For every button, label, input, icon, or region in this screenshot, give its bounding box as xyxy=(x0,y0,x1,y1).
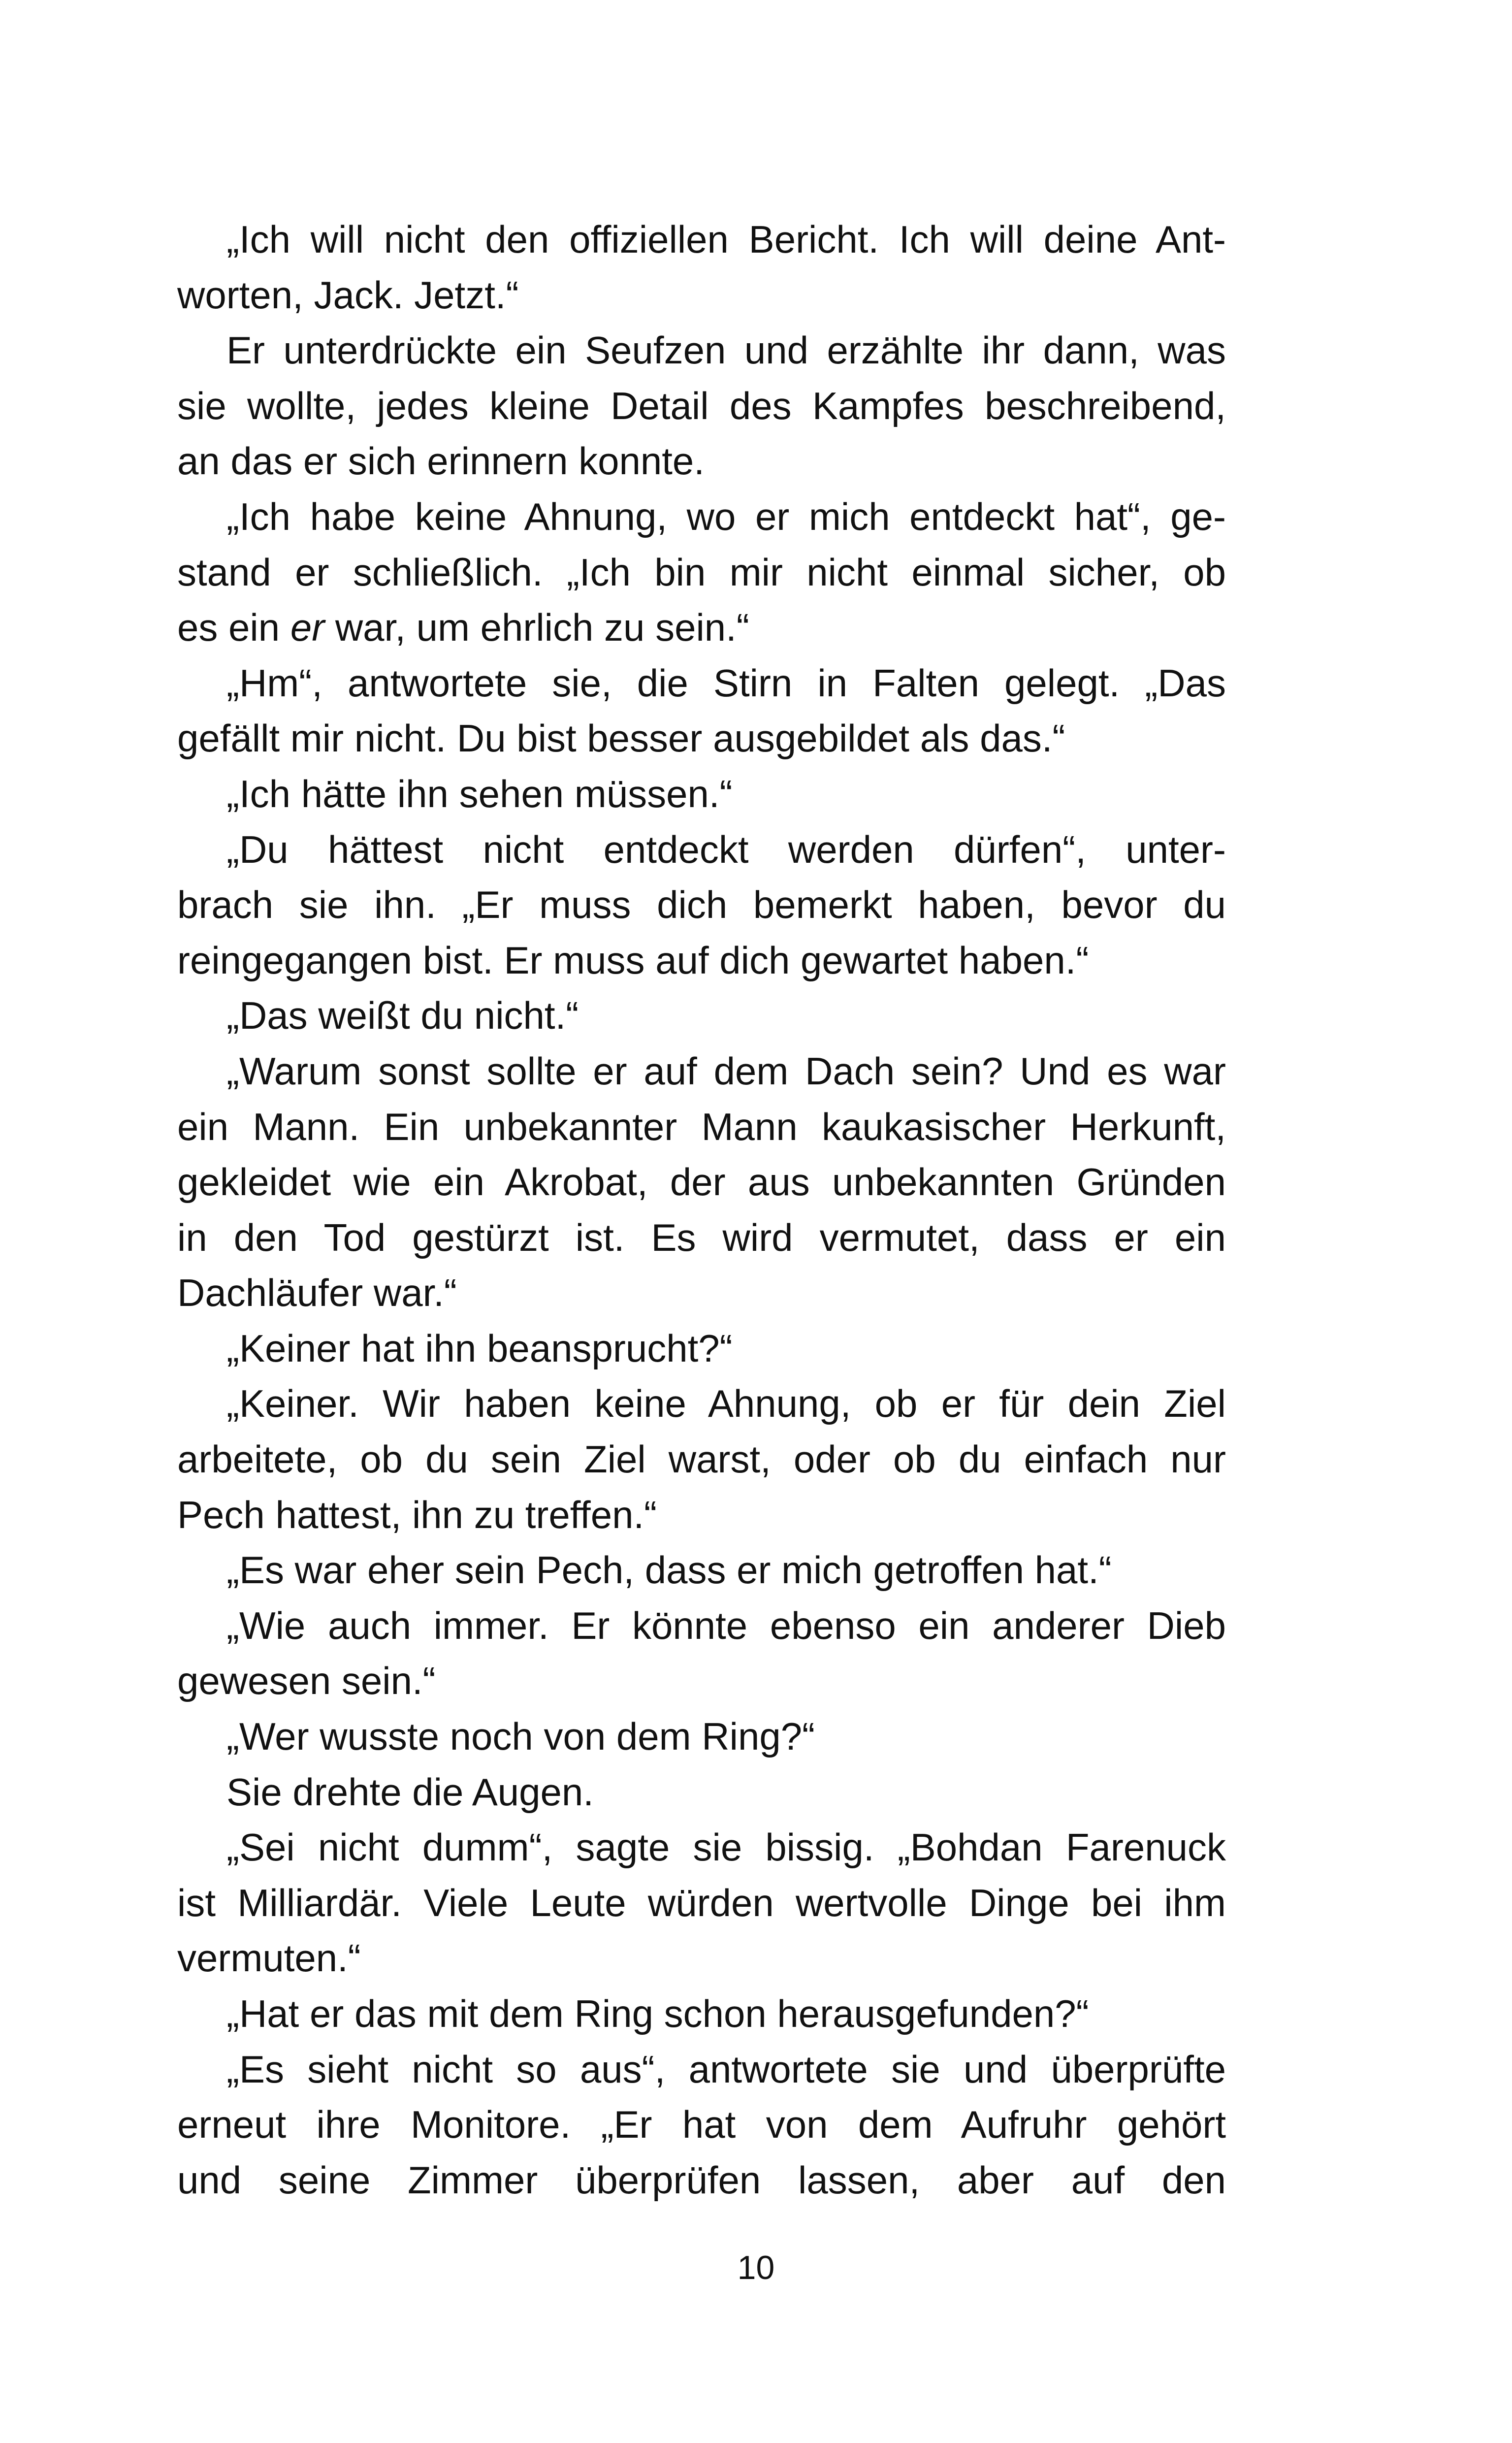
paragraph xyxy=(177,1376,1226,1542)
text-line: „Du hättest nicht entdeckt werden dürfen“, unter- xyxy=(226,827,1226,871)
text-line: „Das weißt du nicht.“ xyxy=(226,994,579,1038)
text-line: „Sei nicht dumm“, sagte sie bissig. „Bohdan Farenuck xyxy=(226,1825,1226,1869)
text-line: „Ich habe keine Ahnung, wo er mich entdeckt hat“, ge- xyxy=(226,494,1226,538)
paragraph xyxy=(177,655,1226,766)
text-line: Pech hattest, ihn zu treffen.“ xyxy=(177,1493,657,1536)
text-line: Sie drehte die Augen. xyxy=(226,1770,594,1814)
text-line: „Es war eher sein Pech, dass er mich getroffen hat.“ xyxy=(226,1548,1112,1592)
paragraph xyxy=(177,323,1226,489)
text-line: Er unterdrückte ein Seufzen und erzählte ihr dann, was xyxy=(226,328,1226,372)
paragraph xyxy=(177,1986,1226,2042)
paragraph xyxy=(177,212,1226,323)
text-line: reingegangen bist. Er muss auf dich gewartet haben.“ xyxy=(177,938,1089,982)
text-line: „Keiner. Wir haben keine Ahnung, ob er für dein Ziel xyxy=(226,1382,1226,1426)
text-line: „Ich will nicht den offiziellen Bericht. Ich will deine Ant- xyxy=(226,218,1226,261)
paragraph xyxy=(177,1542,1226,1598)
text-line: „Keiner hat ihn beansprucht?“ xyxy=(226,1326,733,1370)
text-line: gefällt mir nicht. Du bist besser ausgebildet als das.“ xyxy=(177,717,1065,760)
text-line xyxy=(177,600,1226,655)
text-line: ist Milliardär. Viele Leute würden wertvolle Dinge bei ihm xyxy=(177,1881,1226,1924)
text-line: worten, Jack. Jetzt.“ xyxy=(177,273,519,317)
text-line: „Hm“, antwortete sie, die Stirn in Falten gelegt. „Das xyxy=(226,661,1226,705)
paragraph xyxy=(177,822,1226,988)
text-line: in den Tod gestürzt ist. Es wird vermutet, dass er ein xyxy=(177,1215,1226,1259)
paragraph xyxy=(177,1043,1226,1321)
text-line: arbeitete, ob du sein Ziel warst, oder ob du einfach nur xyxy=(177,1437,1226,1481)
text-line: „Hat er das mit dem Ring schon herausgefunden?“ xyxy=(226,1992,1089,2035)
text-line: sie wollte, jedes kleine Detail des Kampfes beschreibend, xyxy=(177,384,1226,427)
paragraph xyxy=(177,1709,1226,1764)
text-line: gekleidet wie ein Akrobat, der aus unbekannten Gründen xyxy=(177,1160,1226,1204)
text-segment: es ein xyxy=(177,606,290,650)
text-line: an das er sich erinnern konnte. xyxy=(177,439,705,483)
text-line: „Wie auch immer. Er könnte ebenso ein anderer Dieb xyxy=(226,1603,1226,1647)
text-segment: war, um ehrlich zu sein.“ xyxy=(324,606,749,650)
text-line: „Es sieht nicht so aus“, antwortete sie und überprüfte xyxy=(226,2047,1226,2091)
paragraph xyxy=(177,1321,1226,1376)
text-line: „Ich hätte ihn sehen müssen.“ xyxy=(226,772,733,815)
text-line: erneut ihre Monitore. „Er hat von dem Aufruhr gehört xyxy=(177,2103,1226,2147)
text-line: und seine Zimmer überprüfen lassen, aber auf den xyxy=(177,2158,1226,2202)
paragraph xyxy=(177,1598,1226,1709)
paragraph xyxy=(177,2042,1226,2208)
book-page-text xyxy=(177,212,1226,2208)
paragraph xyxy=(177,766,1226,822)
text-line: Dachläufer war.“ xyxy=(177,1271,457,1315)
italic-word: er xyxy=(290,606,325,650)
text-line: brach sie ihn. „Er muss dich bemerkt haben, bevor du xyxy=(177,883,1226,927)
text-line: vermuten.“ xyxy=(177,1936,361,1980)
paragraph xyxy=(177,1820,1226,1986)
text-line: ein Mann. Ein unbekannter Mann kaukasischer Herkunft, xyxy=(177,1105,1226,1148)
text-line: „Warum sonst sollte er auf dem Dach sein? Und es war xyxy=(226,1049,1226,1093)
paragraph xyxy=(177,1764,1226,1820)
text-line: stand er schließlich. „Ich bin mir nicht einmal sicher, ob xyxy=(177,550,1226,594)
text-line: „Wer wusste noch von dem Ring?“ xyxy=(226,1715,815,1759)
paragraph xyxy=(177,489,1226,655)
page-number: 10 xyxy=(737,2249,775,2286)
text-line: gewesen sein.“ xyxy=(177,1659,436,1703)
paragraph xyxy=(177,988,1226,1043)
